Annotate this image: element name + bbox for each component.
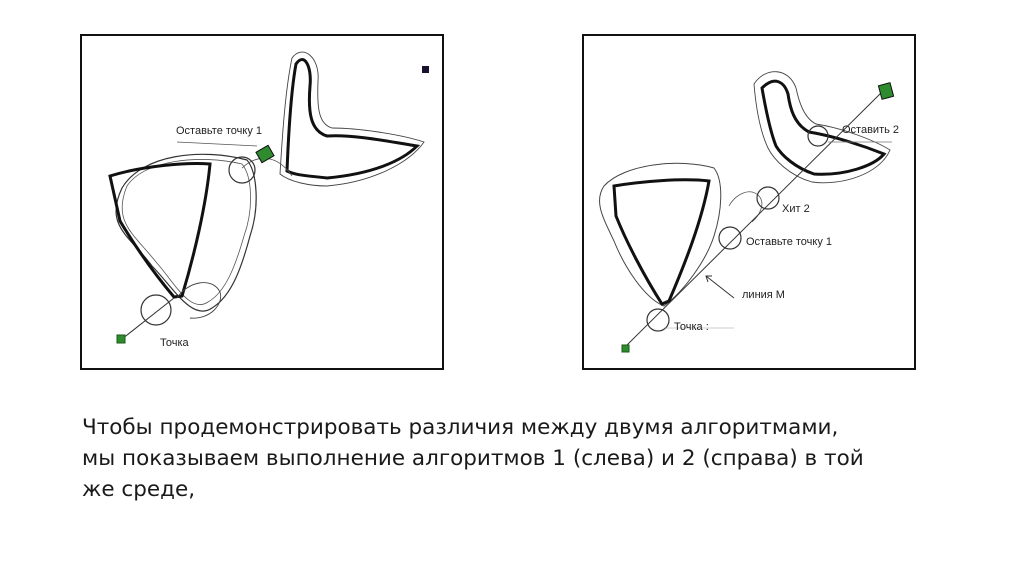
left-circle-leave	[229, 157, 255, 183]
right-label-point: Точка :	[674, 321, 709, 333]
right-algorithm-panel	[582, 34, 916, 370]
left-label-pointer	[177, 142, 257, 146]
right-circle-leave1	[719, 227, 741, 249]
left-label-point: Точка	[160, 337, 189, 349]
left-hit-curve	[242, 158, 292, 176]
slide-caption	[82, 412, 962, 505]
right-label-leave-2: Оставить 2	[842, 124, 900, 136]
left-goal-marker	[422, 66, 429, 73]
right-obstacle-1	[614, 180, 709, 304]
right-label-line-m: линия М	[742, 289, 785, 301]
caption-line-3: же среде,	[82, 477, 196, 502]
left-start-marker	[117, 335, 125, 343]
left-robot-marker	[256, 145, 274, 162]
right-diagram	[584, 36, 914, 368]
left-obstacle-2	[287, 60, 417, 178]
left-algorithm-panel	[80, 34, 444, 370]
left-trajectory-path	[116, 154, 256, 311]
left-diagram	[82, 36, 442, 368]
left-path-line	[122, 298, 174, 339]
caption-line-2: мы показываем выполнение алгоритмов 1 (слева) и 2 (справа) в той	[82, 446, 864, 471]
left-obstacle-2-halo	[280, 52, 424, 186]
right-label-hit-2: Хит 2	[782, 203, 810, 215]
right-label-leave-point-1: Оставьте точку 1	[746, 236, 833, 248]
caption-line-1: Чтобы продемонстрировать различия между двумя алгоритмами,	[82, 415, 839, 440]
left-label-leave-point: Оставьте точку 1	[176, 125, 263, 137]
right-start-marker	[622, 345, 629, 352]
right-robot-marker	[878, 83, 893, 100]
right-line-m-arrow	[706, 276, 734, 298]
